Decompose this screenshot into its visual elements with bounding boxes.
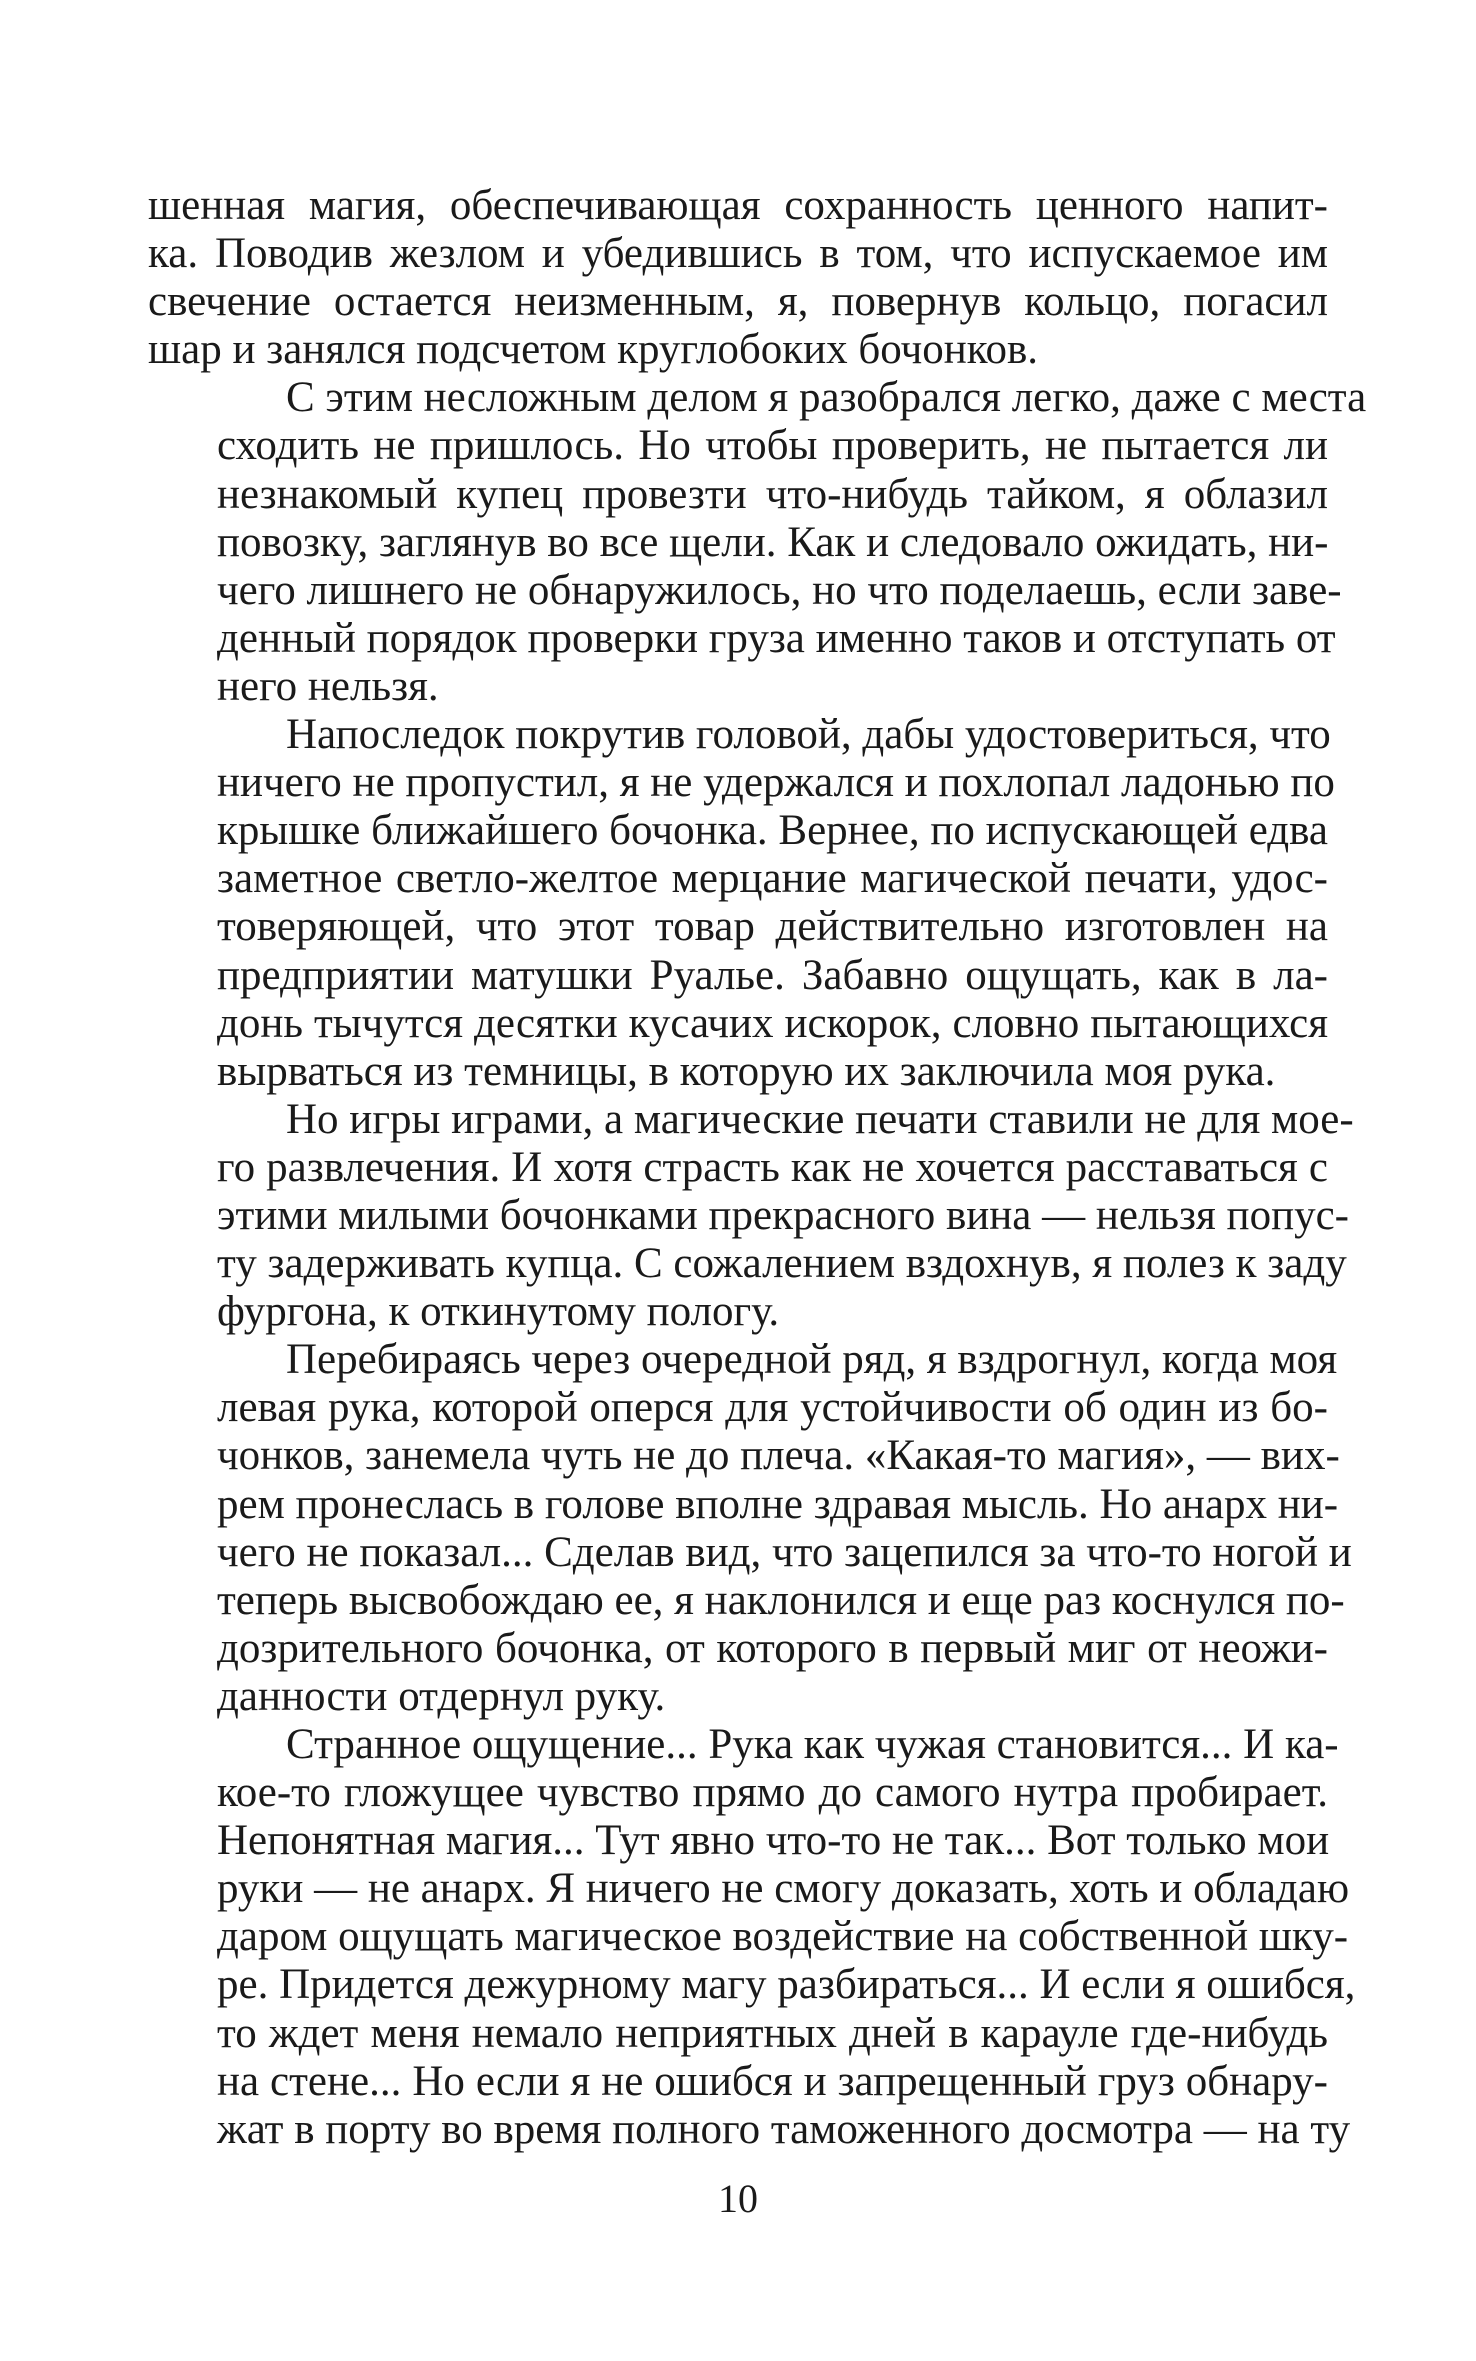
text-line: то ждет меня немало неприятных дней в карауле где-нибудь [217,2009,1328,2057]
text-line: крышке ближайшего бочонка. Вернее, по испускающей едва [217,807,1328,855]
page-number: 10 [718,2176,758,2221]
text-line: чонков, занемела чуть не до плеча. «Какая-то магия», — вих- [217,1432,1340,1480]
text-line: шенная магия, обеспечивающая сохранность ценного напит- [148,182,1328,229]
text-line: данности отдернул руку. [217,1672,666,1720]
text-line: заметное светло-желтое мерцание магической печати, удос- [217,855,1328,903]
text-line: рем пронеслась в голове вполне здравая мысль. Но анарх ни- [217,1480,1339,1528]
text-line: С этим несложным делом я разобрался легко, даже с места [286,374,1367,422]
text-line: денный порядок проверки груза именно таков и отступать от [217,614,1336,662]
text-line: ничего не пропустил, я не удержался и похлопал ладонью по [217,759,1335,807]
text-line: незнакомый купец провезти что-нибудь тайком, я облазил [217,470,1328,518]
text-line: фургона, к откинутому пологу. [217,1288,780,1336]
text-line: товеряющей, что этот товар действительно изготовлен на [217,903,1328,951]
text-line: Но игры играми, а магические печати ставили не для мое- [286,1095,1354,1143]
text-line: кое-то гложущее чувство прямо до самого нутра пробирает. [217,1769,1328,1817]
text-line: шар и занялся подсчетом круглобоких бочонков. [148,326,1039,374]
text-line: сходить не пришлось. Но чтобы проверить, не пытается ли [217,422,1328,470]
text-line: на стене... Но если я не ошибся и запрещенный груз обнару- [217,2057,1328,2105]
text-line: Непонятная магия... Тут явно что-то не так... Вот только мои [217,1817,1330,1865]
text-line: ре. Придется дежурному магу разбираться... И если я ошибся, [217,1961,1356,2009]
text-line: жат в порту во время полного таможенного досмотра — на ту [217,2105,1351,2153]
text-line: даром ощущать магическое воздействие на собственной шку- [217,1913,1349,1961]
page-body [148,182,1367,2154]
text-line: ту задерживать купца. С сожалением вздохнув, я полез к заду [217,1240,1347,1288]
text-line: свечение остается неизменным, я, повернув кольцо, погасил [148,278,1328,326]
paragraph [148,1721,1356,2154]
text-line: ка. Поводив жезлом и убедившись в том, что испускаемое им [148,230,1328,278]
text-line: него нельзя. [217,662,439,710]
text-line: вырваться из темницы, в которую их заключила моя рука. [217,1047,1276,1095]
text-line: левая рука, которой оперся для устойчивости об один из бо- [217,1384,1328,1432]
text-line: теперь высвобождаю ее, я наклонился и еще раз коснулся по- [217,1576,1345,1624]
text-line: донь тычутся десятки кусачих искорок, словно пытающихся [217,999,1328,1047]
paragraph [148,711,1335,1096]
paragraph [148,1095,1354,1336]
text-line: Напоследок покрутив головой, дабы удостовериться, что [286,711,1331,759]
text-line: руки — не анарх. Я ничего не смогу доказать, хоть и обладаю [217,1865,1350,1913]
text-line: этими милыми бочонками прекрасного вина — нельзя попус- [217,1191,1349,1239]
text-line: повозку, заглянув во все щели. Как и следовало ожидать, ни- [217,518,1329,566]
text-line: Перебираясь через очередной ряд, я вздрогнул, когда моя [286,1336,1338,1384]
text-line: Странное ощущение... Рука как чужая становится... И ка- [286,1721,1339,1768]
text-line: го развлечения. И хотя страсть как не хочется расставаться с [217,1143,1328,1191]
paragraph [148,182,1328,374]
paragraph [148,374,1367,711]
text-line: дозрительного бочонка, от которого в первый миг от неожи- [217,1624,1328,1672]
paragraph [148,1336,1352,1721]
text-line: чего лишнего не обнаружилось, но что поделаешь, если заве- [217,566,1342,614]
text-line: чего не показал... Сделав вид, что зацепился за что-то ногой и [217,1528,1352,1576]
text-line: предприятии матушки Руалье. Забавно ощущать, как в ла- [217,951,1328,999]
